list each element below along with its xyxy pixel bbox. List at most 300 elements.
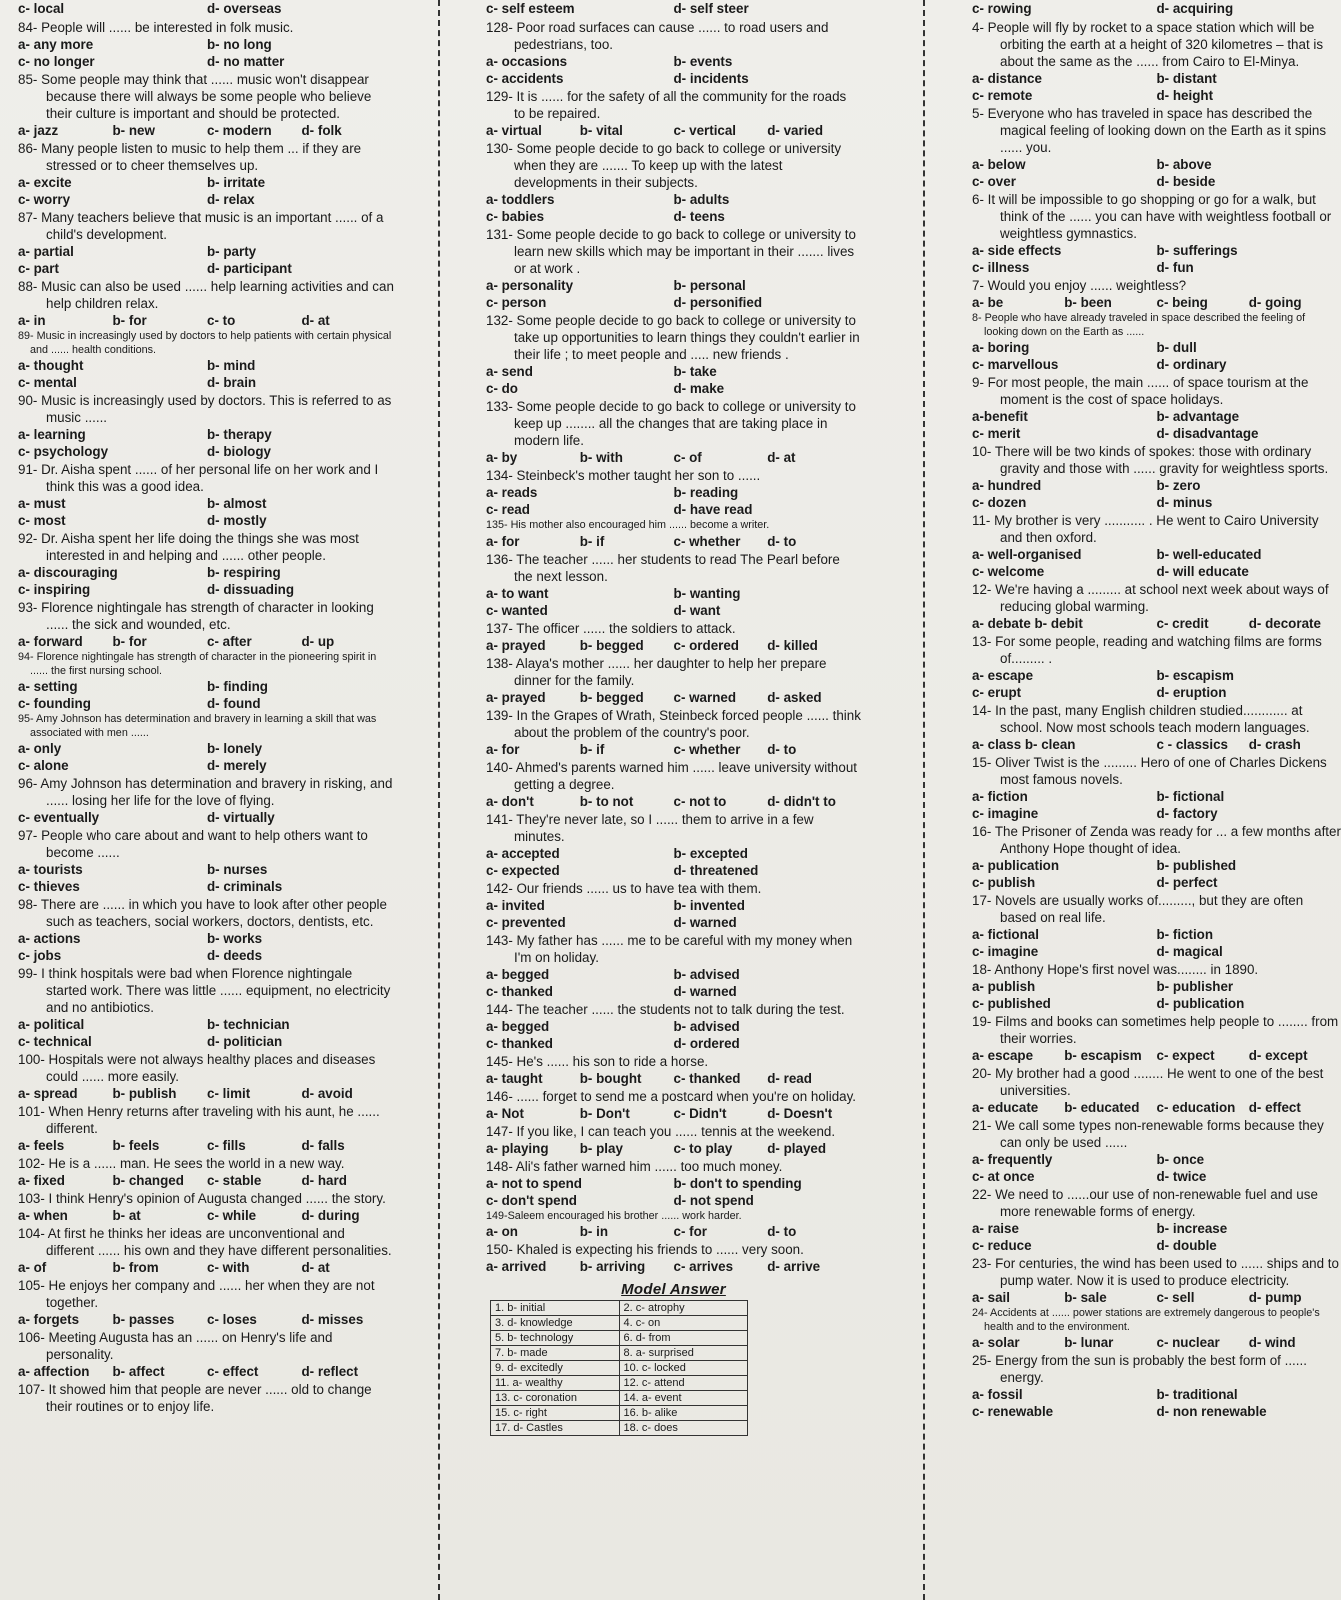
answer-option[interactable]: a- invited [486,897,545,913]
answer-option[interactable]: b- publish [112,1086,177,1101]
answer-option[interactable]: a- frequently [972,1152,1053,1167]
answer-option[interactable]: d- decorate [1248,616,1321,631]
answer-option[interactable]: b- arriving [579,1259,646,1274]
answer-option[interactable]: a- publish [972,979,1036,994]
answer-option[interactable]: d- merely [207,758,267,773]
answer-option[interactable]: a- thought [18,358,84,373]
answer-option[interactable]: c- thanked [673,1070,741,1086]
question-text: 105- He enjoys her company and ...... her when they are not together. [18,1278,375,1310]
answer-option[interactable]: b- party [207,244,257,259]
question-text: 5- Everyone who has traveled in space has described the magical feeling of looking down on the Earth as it spins ...... you. [972,106,1327,155]
question-item [18,775,396,826]
question-text: 21- We call some types non-renewable forms because they can only be used ...... [972,1118,1324,1150]
answer-option[interactable]: c- mental [18,375,77,390]
answer-option[interactable]: a- send [486,364,533,379]
answer-option[interactable]: d- criminals [207,879,283,894]
answer-option[interactable]: d- publication [1156,996,1245,1011]
answer-option[interactable]: c- while [207,1208,257,1223]
answer-option[interactable]: b- published [1156,858,1237,873]
answer-option[interactable]: b- bought [579,1070,642,1086]
answer-option[interactable]: b- begged [579,637,644,653]
answer-option[interactable]: d- found [207,696,261,711]
answer-option[interactable]: b- educated [1064,1100,1140,1115]
answer-option[interactable]: a- political [18,1017,85,1032]
answer-option[interactable]: c- merit [972,426,1021,441]
answer-option[interactable]: d- threatened [673,862,759,878]
answer-option[interactable]: c- worry [18,192,71,207]
answer-option[interactable]: b- Don't [579,1105,630,1121]
answer-option[interactable]: d- varied [767,123,824,138]
answer-option[interactable]: a- for [486,533,520,549]
answer-option[interactable]: c- after [207,634,252,649]
answer-option[interactable]: c- person [486,295,547,310]
answer-option[interactable]: b- personal [673,278,746,293]
answer-option[interactable]: c- for [673,1224,707,1239]
answer-option[interactable]: b- escapism [1156,668,1234,683]
answer-option[interactable]: d- no matter [207,54,285,69]
answer-option[interactable]: b- excepted [673,845,748,861]
answer-option[interactable]: d- make [673,381,725,396]
answer-option[interactable]: b- feels [112,1138,160,1153]
answer-option[interactable]: b- sufferings [1156,243,1238,258]
answer-option[interactable]: b- for [112,313,147,328]
answer-option[interactable]: c- published [972,996,1051,1011]
answer-option[interactable]: c- publish [972,875,1036,890]
question-item [18,392,396,460]
answer-option[interactable]: d- ordered [673,1035,740,1051]
answer-option[interactable]: b- advised [673,966,740,982]
answer-option[interactable]: a- fiction [972,789,1028,804]
answer-option[interactable]: c- not to [673,793,727,809]
answer-option[interactable]: b- lonely [207,741,263,756]
answer-option[interactable]: a- of [18,1260,47,1275]
answer-option[interactable]: d- overseas [207,1,282,16]
answer-option[interactable]: d- fun [1156,260,1194,275]
answer-option[interactable]: d- played [767,1140,827,1156]
answer-option[interactable]: c- expect [1156,1048,1215,1063]
answer-option[interactable]: c- credit [1156,616,1209,631]
answer-option[interactable]: a- forward [18,634,83,649]
question-text: 14- In the past, many English children studied............ at school. Now most schools teach modern languages. [972,703,1310,735]
answer-option[interactable]: d- to [767,1224,797,1239]
answer-option[interactable]: b- in [579,1224,609,1239]
answer-option[interactable]: a- escape [972,1048,1034,1063]
answer-option[interactable]: c- do [486,381,518,396]
answer-option[interactable]: d- mostly [207,513,267,528]
question-item [972,1065,1341,1116]
answer-option[interactable]: d- pump [1248,1290,1302,1305]
answer-option[interactable]: b- fiction [1156,927,1214,942]
answer-option[interactable]: a- setting [18,679,78,694]
answer-option[interactable]: a- any more [18,37,94,52]
answer-option[interactable]: a- raise [972,1221,1019,1236]
answer-option[interactable]: a- by [486,450,518,465]
answer-option[interactable]: b- wanting [673,585,741,601]
answer-option[interactable]: b- to not [579,793,634,809]
question-item [18,19,396,70]
question-item [18,1277,396,1328]
answer-option[interactable]: b- been [1064,295,1112,310]
answer-option[interactable]: d- at [767,450,796,465]
answer-options [18,809,396,826]
answer-option[interactable]: a- in [18,313,46,328]
answer-option[interactable]: c- psychology [18,444,109,459]
answer-option[interactable]: a- discouraging [18,565,118,580]
answer-option[interactable]: d- deeds [207,948,263,963]
answer-option[interactable]: a- be [972,295,1004,310]
answer-option[interactable]: d- read [767,1070,812,1086]
answer-option[interactable]: a- don't [486,793,534,809]
answer-option[interactable]: d- non renewable [1156,1404,1267,1419]
answer-option[interactable]: a- escape [972,668,1034,683]
answer-option[interactable]: c- whether [673,533,741,549]
answer-option[interactable]: d- dissuading [207,582,295,597]
answer-option[interactable]: b- advised [673,1018,740,1034]
answer-option[interactable]: c- vertical [673,123,737,138]
answer-option[interactable]: d- participant [207,261,292,276]
answer-option[interactable]: c- nuclear [1156,1335,1220,1350]
answer-option[interactable]: d- magical [1156,944,1223,959]
answer-option[interactable]: d- not spend [673,1192,754,1208]
answer-option[interactable]: a- debate b- debit [972,616,1083,631]
answer-option[interactable]: c- founding [18,696,91,711]
answer-option[interactable]: d- double [1156,1238,1217,1253]
answer-option[interactable]: c- Didn't [673,1105,727,1121]
answer-option[interactable]: a- begged [486,1018,550,1034]
answer-option[interactable]: b- invented [673,897,745,913]
answer-option[interactable]: b- don't to spending [673,1175,802,1191]
answer-option[interactable]: a- fictional [972,927,1039,942]
answer-option[interactable]: a- to want [486,585,549,601]
answer-option[interactable]: d- to [767,741,797,757]
answer-option[interactable]: a- actions [18,931,81,946]
question-text: 128- Poor road surfaces can cause ...... to road users and pedestrians, too. [486,20,829,52]
answer-option[interactable]: b- therapy [207,427,272,442]
answer-option[interactable]: c- renewable [972,1404,1054,1419]
answer-option[interactable]: a- Not [486,1105,524,1121]
answer-option[interactable]: b- works [207,931,263,946]
answer-option[interactable]: c- to play [673,1140,733,1156]
question-text: 141- They're never late, so I ...... them to arrive in a few minutes. [486,811,814,844]
answer-options [486,689,861,706]
question-text: 135- His mother also encouraged him ...... become a writer. [486,519,770,531]
question-text: 100- Hospitals were not always healthy places and diseases could ...... more easily. [18,1052,376,1084]
answer-option[interactable]: c- inspiring [18,582,91,597]
answer-option[interactable]: c- stable [207,1173,262,1188]
question-text: 130- Some people decide to go back to college or university when they are ....... To keep up with the latest developments in their subjects. [486,141,842,190]
question-item [18,827,396,895]
answer-option[interactable]: c- don't spend [486,1192,577,1208]
answer-option[interactable]: a- not to spend [486,1175,582,1191]
answer-option[interactable]: c- imagine [972,944,1039,959]
answer-option[interactable]: c- remote [972,88,1033,103]
question-item [18,140,396,208]
answer-option[interactable]: d- asked [767,689,822,705]
answer-option[interactable]: a- must [18,496,66,511]
answer-option[interactable]: d- biology [207,444,271,459]
answer-option[interactable]: a- arrived [486,1259,547,1274]
question-text: 89- Music in increasingly used by doctors to help patients with certain physical and ...... health conditions. [18,330,392,356]
answer-option[interactable]: b- dull [1156,340,1197,355]
answer-option[interactable]: b- at [112,1208,141,1223]
answer-option[interactable]: d- teens [673,209,725,224]
answer-option[interactable]: d- relax [207,192,255,207]
answer-option[interactable]: c- technical [18,1034,92,1049]
answer-option[interactable]: b- finding [207,679,268,694]
answer-option[interactable]: b- take [673,364,717,379]
answer-option[interactable]: c- with [207,1260,250,1275]
answer-option[interactable]: c- effect [207,1364,259,1379]
answer-option[interactable]: b- distant [1156,71,1217,86]
answer-option[interactable]: d- to [767,533,797,549]
answer-option[interactable]: b- passes [112,1312,175,1327]
answer-option[interactable]: d- beside [1156,174,1216,189]
answer-options [972,978,1341,1012]
answer-option[interactable]: a- jazz [18,123,59,138]
answer-option[interactable]: b- from [112,1260,159,1275]
answer-option[interactable]: c- reduce [972,1238,1032,1253]
answer-option[interactable]: d- twice [1156,1169,1207,1184]
answer-option[interactable]: a- distance [972,71,1042,86]
answer-option[interactable]: d- reflect [301,1364,359,1379]
answer-option[interactable]: b- lunar [1064,1335,1114,1350]
answer-option[interactable]: d- up [301,634,335,649]
answer-option[interactable]: d- hard [301,1173,347,1188]
answer-option[interactable]: a- tourists [18,862,83,877]
answer-option[interactable]: c- imagine [972,806,1039,821]
answer-option[interactable]: a- occasions [486,54,568,69]
answer-option[interactable]: d- perfect [1156,875,1218,890]
answer-option[interactable]: c- education [1156,1100,1236,1115]
answer-option[interactable]: a- side effects [972,243,1062,258]
answer-option[interactable]: a- toddlers [486,192,555,207]
answer-option[interactable]: c- sell [1156,1290,1195,1305]
answer-option[interactable]: c- modern [207,123,272,138]
answer-option[interactable]: d- ordinary [1156,357,1227,372]
answer-option[interactable]: d- will educate [1156,564,1249,579]
answer-option[interactable]: c- read [486,502,530,517]
answer-option[interactable]: b- adults [673,192,730,207]
answer-options [18,1363,396,1380]
answer-option[interactable]: c- loses [207,1312,257,1327]
answer-option[interactable]: c- over [972,174,1016,189]
answer-option[interactable]: c- welcome [972,564,1045,579]
answer-option[interactable]: a- learning [18,427,86,442]
answer-option[interactable]: d- eruption [1156,685,1227,700]
answer-option[interactable]: c- most [18,513,66,528]
answer-option[interactable]: d- want [673,602,721,618]
answer-option[interactable]: d- avoid [301,1086,353,1101]
answer-option[interactable]: d- folk [301,123,342,138]
answer-option[interactable]: a- sail [972,1290,1010,1305]
answer-option[interactable]: a- playing [486,1140,549,1156]
answer-option[interactable]: c- at once [972,1169,1035,1184]
answer-option[interactable]: a- hundred [972,478,1042,493]
answer-option[interactable]: d- acquiring [1156,1,1234,16]
answer-option[interactable]: a- on [486,1224,518,1239]
answer-option[interactable]: d- have read [673,502,753,517]
answer-option[interactable]: c- whether [673,741,741,757]
answer-option[interactable]: a- class b- clean [972,737,1076,752]
answer-option[interactable]: a- solar [972,1335,1020,1350]
answer-option[interactable]: d- effect [1248,1100,1301,1115]
answer-option[interactable]: c - classics [1156,737,1228,752]
answer-option[interactable]: d- arrive [767,1259,821,1274]
answer-option[interactable]: b- irritate [207,175,266,190]
answer-option[interactable]: a- virtual [486,123,542,138]
answer-option[interactable]: b- almost [207,496,267,511]
answer-option[interactable]: b- events [673,54,733,69]
answer-option[interactable]: b- if [579,741,605,757]
answer-option[interactable]: c- jobs [18,948,62,963]
answer-option[interactable]: a- prayed [486,637,546,653]
answer-option[interactable]: a- only [18,741,62,756]
answer-option[interactable]: b- if [579,533,605,549]
answer-option[interactable]: c- erupt [972,685,1022,700]
answer-option[interactable]: a- forgets [18,1312,80,1327]
answer-option[interactable]: b- play [579,1140,623,1156]
answer-option[interactable]: b- above [1156,157,1212,172]
column-3 [972,0,1341,1600]
question-item [972,754,1341,822]
question-item [972,892,1341,960]
answer-option[interactable]: d- during [301,1208,360,1223]
answer-option[interactable]: b- traditional [1156,1387,1238,1402]
question-item [18,1190,396,1224]
answer-option[interactable]: c- being [1156,295,1208,310]
answer-option[interactable]: b- affect [112,1364,165,1379]
answer-option[interactable]: b- reading [673,485,739,500]
answer-option[interactable]: c- eventually [18,810,100,825]
question-text: 87- Many teachers believe that music is an important ...... of a child's development. [18,210,384,242]
answer-option[interactable]: d- brain [207,375,257,390]
answer-option[interactable]: b- publisher [1156,979,1234,994]
answer-option[interactable]: c- wanted [486,602,548,618]
answer-option[interactable]: d- politician [207,1034,283,1049]
answer-options [486,122,861,139]
answer-option[interactable]: c- thanked [486,1035,553,1051]
answer-option[interactable]: b- well-educated [1156,547,1262,562]
question-item [486,519,861,550]
answer-option[interactable]: c- expected [486,862,560,878]
answer-option[interactable]: b- nurses [207,862,268,877]
answer-option[interactable]: c- accidents [486,71,564,86]
answer-option[interactable]: d- incidents [673,71,749,86]
answer-option[interactable]: c- illness [972,260,1030,275]
answer-option[interactable]: c- limit [207,1086,251,1101]
answer-option[interactable]: c- part [18,261,59,276]
answer-option[interactable]: a- affection [18,1364,90,1379]
answer-option[interactable]: b- changed [112,1173,184,1188]
answer-option[interactable]: a- reads [486,485,538,500]
answer-options [18,122,396,139]
answer-option[interactable]: b- no long [207,37,272,52]
answer-option[interactable]: d- virtually [207,810,275,825]
answer-option[interactable]: c- marvellous [972,357,1059,372]
answer-option[interactable]: b- with [579,450,623,465]
answer-option[interactable]: b- zero [1156,478,1201,493]
answer-option[interactable]: c- warned [673,689,737,705]
answer-option[interactable]: d- except [1248,1048,1308,1063]
answer-option[interactable]: d- wind [1248,1335,1296,1350]
answer-option[interactable]: b- technician [207,1017,290,1032]
answer-option[interactable]: b- for [112,634,147,649]
answer-option[interactable]: d- personified [673,295,763,310]
answer-option[interactable]: c- alone [18,758,69,773]
answer-option[interactable]: b- fictional [1156,789,1225,804]
answer-option[interactable]: c- fills [207,1138,246,1153]
answer-option[interactable]: d- killed [767,637,818,653]
answer-option[interactable]: a- taught [486,1070,543,1086]
answer-option[interactable]: c- prevented [486,914,566,930]
answer-option[interactable]: b- vital [579,123,623,138]
answer-option[interactable]: a- publication [972,858,1060,873]
answer-option[interactable]: a- spread [18,1086,78,1101]
answer-option[interactable]: c- no longer [18,54,95,69]
answer-option[interactable]: d- warned [673,914,737,930]
answer-option[interactable]: a- personality [486,278,574,293]
answer-option[interactable]: b- increase [1156,1221,1228,1236]
answer-option[interactable]: d- Doesn't [767,1105,833,1121]
answer-option[interactable]: d- self steer [673,1,749,16]
answer-option[interactable]: b- mind [207,358,256,373]
answer-option[interactable]: d- didn't to [767,793,836,809]
answer-option[interactable]: d- disadvantage [1156,426,1259,441]
answer-option[interactable]: c- thieves [18,879,80,894]
answer-option[interactable]: b- advantage [1156,409,1240,424]
answer-option[interactable]: a- for [486,741,520,757]
answer-option[interactable]: c- arrives [673,1259,734,1274]
answer-option[interactable]: d- at [301,1260,330,1275]
answer-option[interactable]: b- once [1156,1152,1205,1167]
answer-option[interactable]: a-benefit [972,409,1028,424]
answer-option[interactable]: a- fossil [972,1387,1023,1402]
answer-option[interactable]: b- new [112,123,155,138]
answer-option[interactable]: b- escapism [1064,1048,1142,1063]
answer-option[interactable]: b- respiring [207,565,281,580]
answer-option[interactable]: d- crash [1248,737,1301,752]
answer-option[interactable]: d- falls [301,1138,345,1153]
answer-option[interactable]: a- feels [18,1138,65,1153]
answer-option[interactable]: a- accepted [486,845,560,861]
answer-option[interactable]: a- excite [18,175,72,190]
answer-option[interactable]: a- educate [972,1100,1039,1115]
answer-option[interactable]: d- height [1156,88,1214,103]
answer-option[interactable]: d- going [1248,295,1302,310]
answer-option[interactable]: d- warned [673,983,737,999]
answer-option[interactable]: c- of [673,450,702,465]
answer-option[interactable]: a- well-organised [972,547,1082,562]
answer-option[interactable]: a- begged [486,966,550,982]
answer-option[interactable]: a- when [18,1208,68,1223]
answer-option[interactable]: c- babies [486,209,545,224]
answer-option[interactable]: c- to [207,313,236,328]
answer-option[interactable]: a- partial [18,244,74,259]
answer-option[interactable]: c- thanked [486,983,553,999]
answer-option[interactable]: a- below [972,157,1026,172]
answer-option[interactable]: d- factory [1156,806,1218,821]
answer-option[interactable]: a- fixed [18,1173,65,1188]
answer-option[interactable]: c- dozen [972,495,1027,510]
answer-option[interactable]: b- sale [1064,1290,1107,1305]
answer-option[interactable]: a- prayed [486,689,546,705]
answer-option[interactable]: b- begged [579,689,644,705]
answer-option[interactable]: d- minus [1156,495,1213,510]
answer-option[interactable]: a- boring [972,340,1030,355]
answer-option[interactable]: c- ordered [673,637,739,653]
answer-option[interactable]: d- misses [301,1312,364,1327]
answer-option[interactable]: d- at [301,313,330,328]
